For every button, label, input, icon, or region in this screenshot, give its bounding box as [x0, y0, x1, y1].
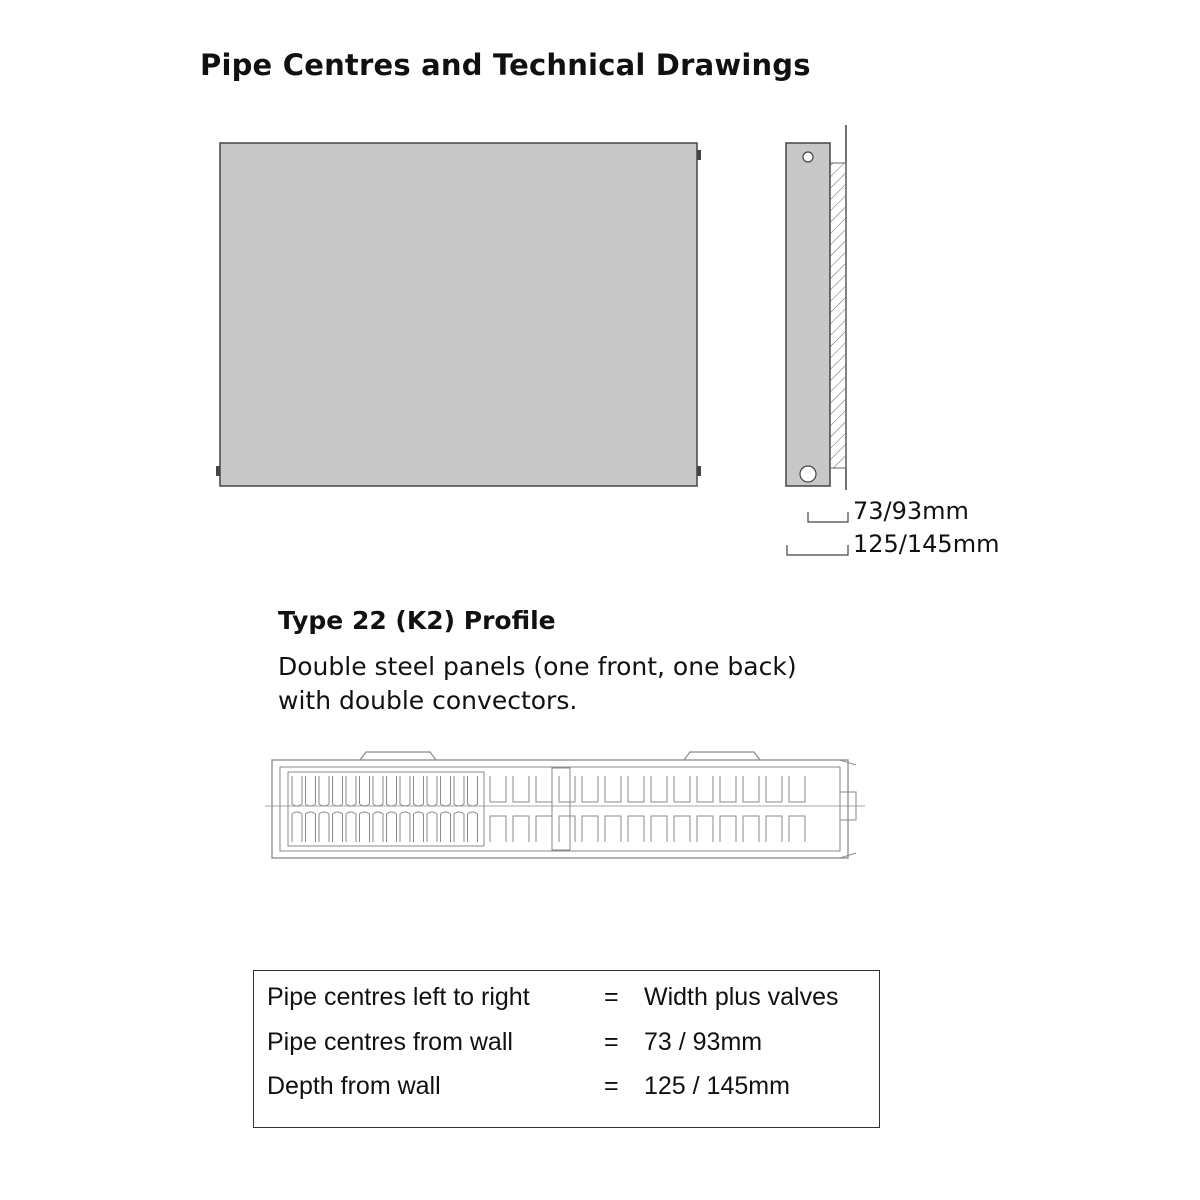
convector-fin-lower [789, 816, 805, 842]
convector-fin-lower [628, 816, 644, 842]
table-row [254, 983, 879, 1023]
convector-fin-upper [400, 776, 410, 806]
convector-fin-lower [387, 812, 397, 842]
profile-description-line: with double convectors. [278, 686, 578, 715]
convector-fin-lower [292, 812, 302, 842]
dim-depth-from-wall: 125/145mm [853, 530, 1000, 558]
spec-label: Pipe centres left to right [267, 983, 530, 1011]
convector-fin-lower [697, 816, 713, 842]
convector-fin-lower [536, 816, 552, 842]
convector-fin-upper [427, 776, 437, 806]
convector-fin-lower [559, 816, 575, 842]
convector-fin-upper [292, 776, 302, 806]
convector-fin-lower [582, 816, 598, 842]
convector-fin-upper [559, 776, 575, 802]
convector-fin-upper [360, 776, 370, 806]
convector-fin-upper [789, 776, 805, 802]
profile-description-line: Double steel panels (one front, one back) [278, 652, 797, 681]
convector-fin-lower [333, 812, 343, 842]
convector-fin-lower [373, 812, 383, 842]
panel-divider [552, 768, 570, 850]
convector-fin-upper [306, 776, 316, 806]
convector-fin-lower [346, 812, 356, 842]
convector-fin-lower [743, 816, 759, 842]
convector-fin-upper [490, 776, 506, 802]
convector-fin-upper [674, 776, 690, 802]
convector-fin-upper [454, 776, 464, 806]
spec-equals: = [604, 1028, 619, 1056]
dim-pipe-centre-from-wall: 73/93mm [853, 497, 969, 525]
convector-fin-upper [414, 776, 424, 806]
convector-fin-upper [582, 776, 598, 802]
spec-equals: = [604, 983, 619, 1011]
convector-fin-upper [387, 776, 397, 806]
convector-fin-lower [468, 812, 478, 842]
profile-title: Type 22 (K2) Profile [278, 606, 556, 635]
convector-fin-lower [766, 816, 782, 842]
convector-fin-lower [720, 816, 736, 842]
convector-fin-upper [651, 776, 667, 802]
spec-equals: = [604, 1072, 619, 1100]
convector-fin-upper [697, 776, 713, 802]
convector-fin-lower [427, 812, 437, 842]
convector-fin-lower [441, 812, 451, 842]
convector-fin-upper [333, 776, 343, 806]
convector-fin-upper [605, 776, 621, 802]
spec-value: Width plus valves [644, 983, 839, 1011]
convector-fin-lower [454, 812, 464, 842]
profile-outline [272, 760, 848, 858]
convector-fin-lower [651, 816, 667, 842]
spec-table [253, 970, 880, 1128]
convector-fin-lower [306, 812, 316, 842]
convector-fin-lower [414, 812, 424, 842]
convector-fin-upper [628, 776, 644, 802]
convector-fin-lower [605, 816, 621, 842]
convector-fin-upper [720, 776, 736, 802]
convector-fin-upper [536, 776, 552, 802]
convector-fin-upper [441, 776, 451, 806]
convector-fin-upper [468, 776, 478, 806]
convector-fin-upper [346, 776, 356, 806]
spec-value: 73 / 93mm [644, 1028, 763, 1056]
top-grille-left [360, 752, 436, 760]
page-title: Pipe Centres and Technical Drawings [200, 48, 811, 82]
convector-fin-upper [373, 776, 383, 806]
table-row [254, 1028, 879, 1068]
convector-fin-lower [400, 812, 410, 842]
convector-fin-lower [319, 812, 329, 842]
convector-fin-lower [674, 816, 690, 842]
convector-fin-upper [766, 776, 782, 802]
spec-label: Depth from wall [267, 1072, 441, 1100]
table-row [254, 1072, 879, 1112]
spec-value: 125 / 145mm [644, 1072, 790, 1100]
convector-fin-upper [743, 776, 759, 802]
spec-label: Pipe centres from wall [267, 1028, 513, 1056]
convector-fin-upper [513, 776, 529, 802]
convector-fin-lower [360, 812, 370, 842]
profile-inner-outline [280, 767, 840, 851]
convector-fin-lower [513, 816, 529, 842]
top-grille-right [684, 752, 760, 760]
convector-fin-lower [490, 816, 506, 842]
convector-fin-upper [319, 776, 329, 806]
